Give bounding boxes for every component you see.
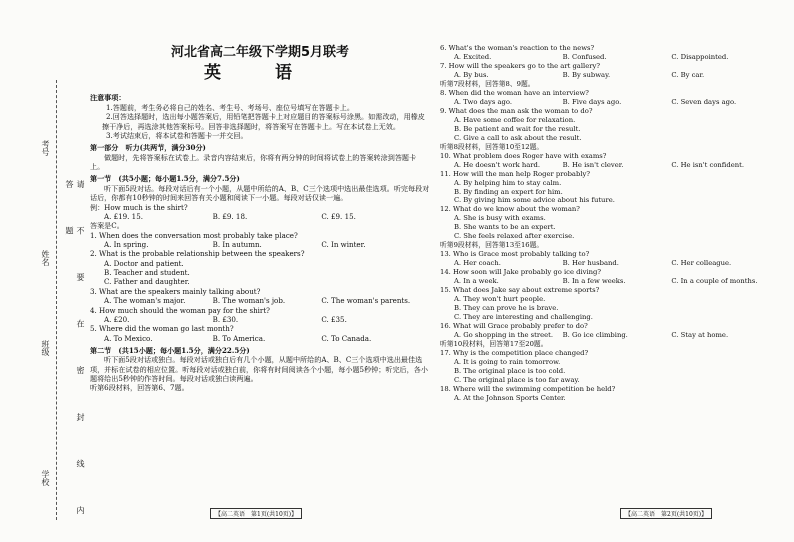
option: B. Five days ago. xyxy=(562,97,622,106)
option: A. Two days ago. xyxy=(454,97,513,106)
notice-item: 3.考试结束后，将本试卷和答题卡一并交回。 xyxy=(106,131,248,141)
seal-line xyxy=(56,80,57,520)
question-stem: 5. Where did the woman go last month? xyxy=(90,324,234,334)
option: B. Be patient and wait for the result. xyxy=(454,124,581,133)
question-options xyxy=(454,358,780,385)
question-options xyxy=(454,53,780,62)
left-column xyxy=(90,44,430,393)
question-options xyxy=(104,334,430,343)
page-footer-right: 【高二英语 第2页(共10页)】 xyxy=(620,508,712,519)
exam-subject: 英 语 xyxy=(204,63,316,84)
question-stem: 13. Who is Grace most probably talking to? xyxy=(440,250,590,259)
part1-heading: 第一部分 听力(共两节，满分30分) xyxy=(90,143,206,153)
option: C. Disappointed. xyxy=(671,52,729,61)
listen-instruction: 听第7段材料，回答第8、9题。 xyxy=(440,79,535,88)
question-options xyxy=(104,259,430,287)
page-footer-left: 【高二英语 第1页(共10页)】 xyxy=(210,508,302,519)
option: A. At the Johnson Sports Center. xyxy=(454,393,566,402)
question-options xyxy=(454,394,780,403)
question-stem: 8. When did the woman have an interview? xyxy=(440,88,589,97)
option: B. Go ice climbing. xyxy=(562,331,628,339)
question-options xyxy=(454,179,780,206)
option: A. Her coach. xyxy=(454,259,501,268)
question-options xyxy=(454,98,780,107)
question-stem: 16. What will Grace probably prefer to do? xyxy=(440,322,588,331)
option: B. In autumn. xyxy=(212,239,262,249)
option: C. She feels relaxed after exercise. xyxy=(454,232,575,241)
section2-heading: 第二节 (共15小题；每小题1.5分，满分22.5分) xyxy=(90,345,250,355)
option: B. £30. xyxy=(212,314,239,324)
question-options xyxy=(454,259,780,268)
option: A. £19. 15. xyxy=(104,211,143,221)
question-options xyxy=(454,214,780,241)
binding-label-exam-no: 考号 xyxy=(41,140,50,156)
option: C. To Canada. xyxy=(321,333,372,343)
option: C. In winter. xyxy=(321,239,366,249)
option: B. She wants to be an expert. xyxy=(454,223,556,232)
right-column xyxy=(440,44,780,403)
question-options xyxy=(454,71,780,80)
notice-item: 1.答题前，考生务必将自己的姓名、考生号、考场号、座位号填写在答题卡上。 xyxy=(106,102,354,112)
option: C. They are interesting and challenging. xyxy=(454,313,593,322)
seal-warning: 请 不 要 在 密 封 线 内 答 题 xyxy=(65,180,85,532)
option: C. Father and daughter. xyxy=(104,277,190,287)
option: B. The woman's job. xyxy=(212,296,286,306)
option: B. To America. xyxy=(212,333,266,343)
question-stem: 15. What does Jake say about extreme sports? xyxy=(440,286,600,295)
option: A. By helping him to stay calm. xyxy=(454,178,562,187)
question-stem: 12. What do we know about the woman? xyxy=(440,205,580,214)
question-stem: 18. Where will the swimming competition be held? xyxy=(440,384,616,393)
listen-instruction: 听第10段材料，回答第17至20题。 xyxy=(440,339,548,348)
option: A. The woman's major. xyxy=(104,296,186,306)
question-stem: 17. Why is the competition place changed? xyxy=(440,348,589,357)
option: B. Teacher and student. xyxy=(104,268,190,278)
question-options xyxy=(454,161,780,170)
question-options xyxy=(454,295,780,322)
option: B. £9. 18. xyxy=(212,211,248,221)
question-stem: 3. What are the speakers mainly talking about? xyxy=(90,286,261,296)
option: C. He isn't confident. xyxy=(671,160,744,169)
part1-intro: 做题时，先将答案标在试卷上。录音内容结束后，你将有两分钟的时间将试卷上的答案转涂到答题卡上。 xyxy=(90,152,417,172)
option: A. In a week. xyxy=(454,277,499,286)
option: A. They won't hurt people. xyxy=(454,295,546,304)
option: A. Have some coffee for relaxation. xyxy=(454,115,576,124)
option: C. £9. 15. xyxy=(321,211,356,221)
exam-title: 河北省高二年级下学期5月联考 xyxy=(170,45,350,60)
option: B. In a few weeks. xyxy=(562,277,626,286)
option: C. By giving him some advice about his future. xyxy=(454,196,615,205)
question-options xyxy=(454,277,780,286)
question-options xyxy=(104,296,430,305)
option: A. £20. xyxy=(104,314,130,324)
option: A. Excited. xyxy=(454,52,492,61)
question-options xyxy=(454,331,780,340)
option: B. Confused. xyxy=(562,52,607,61)
example-options xyxy=(104,212,430,221)
question-stem: 14. How soon will Jake probably go ice diving? xyxy=(440,268,602,277)
section2-intro: 听下面5段对话或独白。每段对话或独白后有几个小题，从题中所给的A、B、C三个选项中选出最佳选项，并标在试卷的相应位置。听每段对话或独白前，你将有时间阅读各个小题，每小题5秒钟；听完后，各小题将给出5秒钟的作答时间。每段对话或独白读两遍。 xyxy=(90,355,428,384)
option: A. By bus. xyxy=(454,70,489,79)
option: C. Her colleague. xyxy=(671,259,732,268)
option: B. By finding an expert for him. xyxy=(454,187,563,196)
option: A. He doesn't work hard. xyxy=(454,160,541,169)
question-stem: 1. When does the conversation most probably take place? xyxy=(90,230,298,240)
question-options xyxy=(454,116,780,143)
question-stem: 6. What's the woman's reaction to the news? xyxy=(440,44,595,52)
option: C. £35. xyxy=(321,314,347,324)
binding-margin xyxy=(0,0,86,542)
option: B. The original place is too cold. xyxy=(454,366,566,375)
option: C. Give a call to ask about the result. xyxy=(454,133,582,142)
option: A. She is busy with exams. xyxy=(454,214,546,223)
option: A. To Mexico. xyxy=(104,333,153,343)
option: C. The original place is too far away. xyxy=(454,375,580,384)
question-stem: 9. What does the man ask the woman to do? xyxy=(440,106,593,115)
option: A. Go shopping in the street. xyxy=(454,331,554,339)
option: A. Doctor and patient. xyxy=(104,258,184,268)
question-stem: 2. What is the probable relationship between the speakers? xyxy=(90,249,305,259)
option: C. By car. xyxy=(671,70,705,79)
question-stem: 10. What problem does Roger have with exams? xyxy=(440,151,607,160)
question-options xyxy=(104,315,430,324)
question-stem: 7. How will the speakers go to the art gallery? xyxy=(440,61,600,70)
listen-instruction: 听第9段材料，回答第13至16题。 xyxy=(440,241,544,250)
option: B. Her husband. xyxy=(562,259,619,268)
binding-label-school: 学校 xyxy=(41,470,50,486)
right-question-list xyxy=(440,44,780,403)
binding-label-name: 姓名 xyxy=(41,250,50,266)
left-question-list xyxy=(90,231,430,343)
option: C. Seven days ago. xyxy=(671,97,737,106)
listen-instruction: 听第6段材料，回答第6、7题。 xyxy=(90,383,189,393)
example-answer: 答案是C。 xyxy=(90,221,124,231)
question-stem: 11. How will the man help Roger probably? xyxy=(440,169,590,178)
option: C. Stay at home. xyxy=(671,331,729,339)
binding-label-class: 班级 xyxy=(41,340,50,356)
listen-instruction: 听第8段材料，回答第10至12题。 xyxy=(440,142,544,151)
question-stem: 4. How much should the woman pay for the shirt? xyxy=(90,305,270,315)
option: A. In spring. xyxy=(104,239,149,249)
option: A. It is going to rain tomorrow. xyxy=(454,357,561,366)
option: C. In a couple of months. xyxy=(671,277,758,286)
option: C. The woman's parents. xyxy=(321,296,411,306)
example-question: 例：How much is the shirt? xyxy=(90,202,188,212)
notice-block xyxy=(90,93,430,141)
question-options xyxy=(104,240,430,249)
option: B. By subway. xyxy=(562,70,611,79)
option: B. They can prove he is brave. xyxy=(454,304,559,313)
notice-heading: 注意事项： xyxy=(90,92,126,102)
section1-heading: 第一节 (共5小题；每小题1.5分，满分7.5分) xyxy=(90,174,240,184)
option: B. He isn't clever. xyxy=(562,160,624,169)
section1-intro: 听下面5段对话。每段对话后有一个小题，从题中所给的A、B、C三个选项中选出最佳选项。听完每段对话后，你都有10秒钟的时间来回答有关小题和阅读下一小题。每段对话仅读一遍。 xyxy=(90,183,430,203)
notice-item: 2.回答选择题时，选出每小题答案后，用铅笔把答题卡上对应题目的答案标号涂黑。如需改动，用橡皮擦干净后，再选涂其他答案标号。回答非选择题时，将答案写在答题卡上。写在本试卷上无效。 xyxy=(102,112,425,131)
